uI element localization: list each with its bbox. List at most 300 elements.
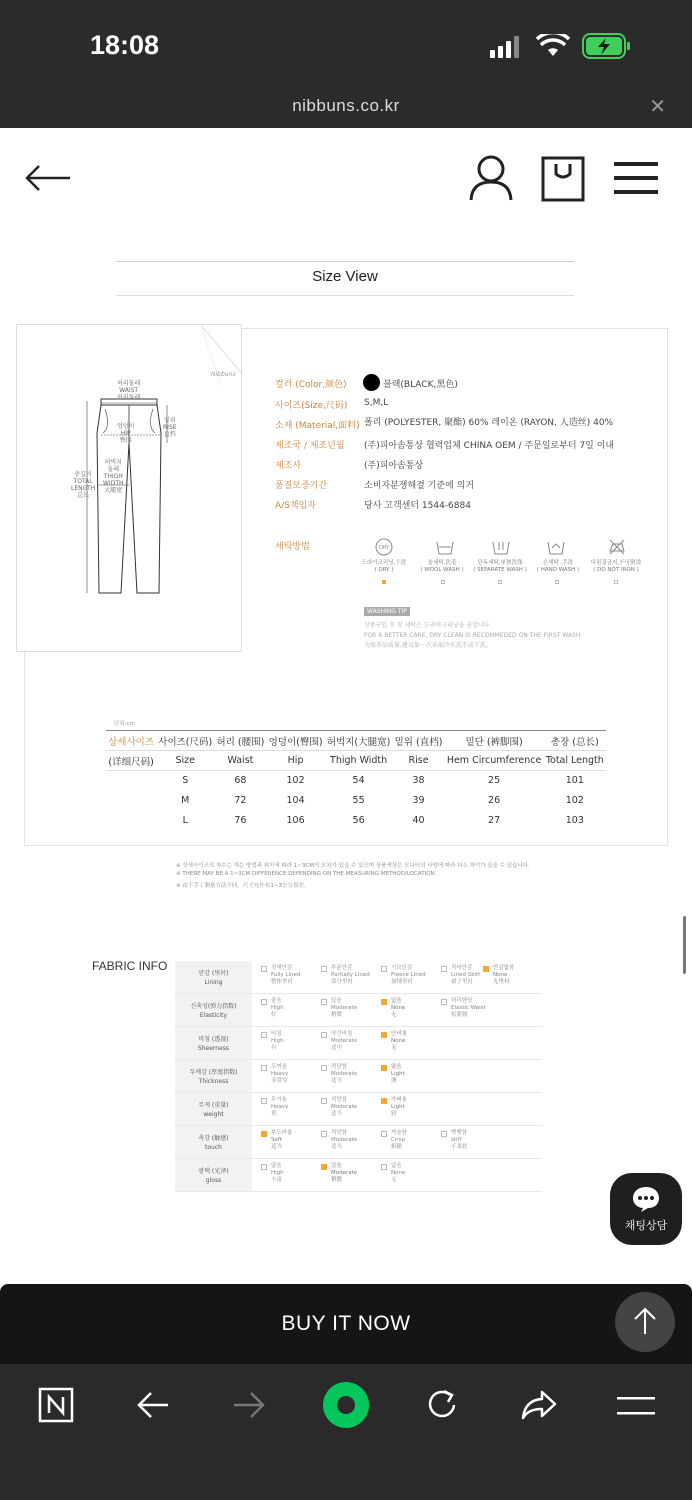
label-total-length bbox=[71, 471, 95, 499]
table-cell: 101 bbox=[565, 775, 584, 787]
table-cell: 40 bbox=[412, 815, 425, 826]
option-line: 无 bbox=[391, 1177, 397, 1183]
checkbox-icon bbox=[381, 1032, 387, 1038]
table-header-cell: Thigh Width bbox=[330, 755, 388, 766]
label-line: Lining bbox=[204, 979, 223, 986]
home-indicator bbox=[0, 1484, 692, 1500]
option-line: 稍微 bbox=[331, 1177, 343, 1183]
label-line: 直档 bbox=[163, 431, 176, 438]
option-line: Partially Lined bbox=[331, 972, 370, 978]
table-row bbox=[106, 771, 606, 791]
scroll-to-top-button[interactable] bbox=[615, 1292, 675, 1352]
scrollbar[interactable] bbox=[683, 916, 686, 974]
table-header-cell: Hip bbox=[287, 755, 304, 766]
wash-text: ( HAND WASH ) bbox=[536, 567, 580, 573]
label-line: Thickness bbox=[198, 1078, 229, 1085]
checkbox-icon bbox=[261, 1131, 267, 1137]
label-line: gloss bbox=[205, 1177, 222, 1184]
option-line: High bbox=[271, 1170, 284, 1176]
refresh-icon[interactable] bbox=[424, 1387, 460, 1423]
checkbox-icon bbox=[381, 1164, 387, 1170]
wash-check-off bbox=[498, 580, 502, 584]
fabric-option-selected bbox=[261, 1130, 325, 1151]
option-line: Heavy bbox=[271, 1071, 289, 1077]
table-header-cell: Hem Circumference bbox=[446, 755, 542, 766]
option-line: 无 bbox=[391, 1045, 397, 1051]
wash-text: ( DRY ) bbox=[374, 567, 394, 573]
arrow-up-icon bbox=[633, 1306, 657, 1336]
wash-check-off bbox=[614, 580, 618, 584]
fabric-option bbox=[321, 1031, 385, 1052]
option-line: 허리밴딩 bbox=[451, 998, 473, 1004]
label-line: TOTAL bbox=[73, 478, 93, 485]
option-line: Elastic Waist bbox=[451, 1005, 486, 1011]
option-line: 适当 bbox=[331, 1144, 343, 1150]
browser-bottom-nav bbox=[0, 1364, 692, 1500]
option-line: 적당함 bbox=[331, 1064, 347, 1070]
url-text[interactable]: nibbuns.co.kr bbox=[292, 96, 400, 115]
table-header-cell: Waist bbox=[227, 755, 254, 766]
green-dot-icon[interactable] bbox=[322, 1381, 370, 1429]
option-line: 없음 bbox=[391, 1163, 402, 1169]
spec-value-color: 블랙(BLACK,黑色) bbox=[383, 380, 458, 390]
checkbox-icon bbox=[381, 966, 387, 972]
label-line: 신축성(弹力指数) bbox=[190, 1003, 237, 1010]
label-line: 무게 (重量) bbox=[198, 1102, 229, 1109]
option-line: Moderate bbox=[331, 1170, 358, 1176]
status-bar bbox=[0, 0, 692, 86]
label-line: weight bbox=[203, 1111, 224, 1118]
url-bar[interactable] bbox=[0, 86, 692, 128]
spec-value-material: 폴리 (POLYESTER, 聚酯) 60% 레이온 (RAYON, 人造丝) 40% bbox=[364, 418, 614, 428]
spec-label-warranty: 품질보증기간 bbox=[275, 481, 328, 491]
fabric-option bbox=[321, 1064, 385, 1085]
battery-charging-icon bbox=[582, 33, 632, 59]
checkbox-icon bbox=[321, 1032, 327, 1038]
option-line: None bbox=[391, 1038, 406, 1044]
option-line: 뻣뻣함 bbox=[451, 1130, 467, 1136]
table-cell: M bbox=[181, 795, 190, 806]
option-line: 가벼움 bbox=[391, 1097, 407, 1103]
table-cell: 38 bbox=[412, 775, 425, 787]
fabric-row bbox=[175, 1060, 542, 1093]
share-icon[interactable] bbox=[520, 1389, 558, 1421]
label-line: touch bbox=[205, 1144, 222, 1151]
table-header-cell: Total Length bbox=[545, 755, 604, 766]
checkbox-icon bbox=[381, 1098, 387, 1104]
option-line: 무거움 bbox=[271, 1097, 287, 1103]
option-line: 많음 bbox=[271, 1163, 282, 1169]
option-line: 稍微 bbox=[331, 1012, 343, 1018]
fabric-option bbox=[261, 965, 325, 986]
checkbox-icon bbox=[261, 966, 267, 972]
option-line: 部分里衬 bbox=[331, 979, 354, 985]
table-cell: 68 bbox=[234, 775, 247, 787]
shopping-bag-icon[interactable] bbox=[541, 156, 585, 202]
fabric-row-label bbox=[175, 994, 252, 1026]
wool-wash-icon bbox=[435, 538, 455, 556]
wash-text: ( WOOL WASH ) bbox=[420, 567, 464, 573]
chat-bubble-icon bbox=[631, 1185, 661, 1213]
size-note: ※ 상세사이즈의 차수는 재는 방법과 위치에 따라 1~3CM의 오차가 있을 수 있으며 상품색상은 모니터의 사양에 따라 다소 차이가 있을 수 있습니다. bbox=[176, 863, 530, 869]
label-hip bbox=[117, 423, 134, 444]
spec-value-manufacturer: (주)피아솜통상 bbox=[364, 461, 424, 471]
size-unit: 단위:cm bbox=[114, 721, 135, 727]
option-line: 重 bbox=[271, 1111, 277, 1117]
option-line: 裙子里衬 bbox=[451, 979, 474, 985]
option-line: 약간비침 bbox=[331, 1031, 353, 1037]
table-cell: S bbox=[182, 775, 189, 787]
no-iron-icon bbox=[607, 536, 627, 556]
size-note: ※ THERE MAY BE A 1~3CM DIFFERENCE DEPENDING ON THE MEASURING METHOD/LOCATION. bbox=[176, 871, 437, 877]
checkbox-icon bbox=[441, 966, 447, 972]
table-cell bbox=[106, 771, 156, 791]
option-line: None bbox=[391, 1170, 406, 1176]
option-line: stiff bbox=[451, 1137, 462, 1143]
option-line: 适当 bbox=[331, 1111, 343, 1117]
checkbox-icon bbox=[381, 1065, 387, 1071]
option-line: None bbox=[391, 1005, 406, 1011]
checkbox-icon bbox=[261, 1164, 267, 1170]
table-cell bbox=[106, 811, 156, 831]
wash-text: 단독세탁,单独洗涤 bbox=[477, 560, 523, 566]
fabric-option bbox=[381, 965, 445, 986]
wash-item-separate bbox=[470, 560, 530, 574]
size-table bbox=[106, 730, 606, 831]
label-line: RISE bbox=[163, 424, 177, 431]
table-header-cell: 허리 (腰围) bbox=[216, 736, 265, 748]
checkbox-icon bbox=[321, 1131, 327, 1137]
option-line: 松紧腰 bbox=[451, 1012, 468, 1018]
label-line: WIDTH bbox=[103, 480, 124, 487]
fabric-row bbox=[175, 1159, 542, 1192]
table-header-cell: 총장 (总长) bbox=[550, 736, 599, 748]
table-cell: L bbox=[182, 815, 188, 826]
chat-consult-button[interactable] bbox=[610, 1173, 682, 1245]
wash-text: ( SEPARATE WASH ) bbox=[473, 567, 527, 573]
buy-now-button[interactable] bbox=[0, 1284, 692, 1364]
table-row bbox=[106, 811, 606, 831]
fabric-row-label bbox=[175, 1126, 252, 1158]
spec-label-size: 사이즈(Size,尺码) bbox=[275, 401, 348, 411]
size-note: ※ 由于手工测量方法不同，尺寸允许有1~3公分误差。 bbox=[176, 883, 310, 889]
fabric-row-label bbox=[175, 1159, 252, 1191]
checkbox-icon bbox=[321, 1164, 327, 1170]
fabric-option bbox=[321, 1097, 385, 1118]
option-line: Light bbox=[391, 1104, 405, 1110]
label-line: Sheerness bbox=[197, 1045, 230, 1052]
fabric-option-selected bbox=[321, 1163, 385, 1184]
wash-check-off bbox=[555, 580, 559, 584]
table-cell: 27 bbox=[488, 815, 501, 826]
table-cell: 54 bbox=[352, 775, 365, 787]
spec-label-material: 소재 (Material,面料) bbox=[275, 421, 360, 431]
forward-icon bbox=[232, 1389, 266, 1421]
fabric-option-selected bbox=[381, 1064, 445, 1085]
option-line: High bbox=[271, 1038, 284, 1044]
checkbox-icon bbox=[261, 1098, 267, 1104]
table-header-row bbox=[106, 751, 606, 771]
option-line: 좋음 bbox=[271, 998, 282, 1004]
table-header-row bbox=[106, 731, 606, 751]
checkbox-icon bbox=[381, 1131, 387, 1137]
tip-line: 상품구입 후 첫 세탁은 드라이크리닝을 권합니다. bbox=[364, 622, 492, 629]
option-line: 전체안감 bbox=[271, 965, 293, 971]
label-line: 엉덩이 bbox=[117, 423, 135, 430]
option-line: Fleece Lined bbox=[391, 972, 426, 978]
fabric-row bbox=[175, 1126, 542, 1159]
naver-home-icon[interactable] bbox=[38, 1387, 74, 1423]
fabric-row-label bbox=[175, 1060, 252, 1092]
option-line: 있음 bbox=[331, 1163, 342, 1169]
checkbox-icon bbox=[321, 966, 327, 972]
table-header-cell: 밑단 (裤脚围) bbox=[465, 736, 523, 748]
option-line: 치마안감 bbox=[451, 965, 473, 971]
label-waist bbox=[117, 380, 140, 401]
option-line: 粗糙 bbox=[391, 1144, 403, 1150]
table-cell: 55 bbox=[352, 795, 365, 806]
label-line: Elasticity bbox=[199, 1012, 228, 1019]
label-line: 안감 (里衬) bbox=[198, 970, 229, 977]
checkbox-icon bbox=[321, 1098, 327, 1104]
wash-text: 드라이크리닝,干洗 bbox=[361, 560, 407, 566]
option-line: Moderate bbox=[331, 1038, 358, 1044]
label-line: LENGTH bbox=[71, 485, 96, 492]
option-line: Moderate bbox=[331, 1137, 358, 1143]
wash-text: 울세탁,洗毛 bbox=[427, 560, 457, 566]
table-cell: 76 bbox=[234, 815, 247, 826]
label-line: HIP bbox=[120, 430, 131, 437]
fabric-info-table bbox=[175, 961, 542, 1192]
fabric-option bbox=[321, 998, 385, 1019]
option-line: 적당함 bbox=[331, 1097, 347, 1103]
fabric-option bbox=[261, 1064, 325, 1085]
divider bbox=[116, 295, 574, 296]
table-cell: 25 bbox=[488, 775, 501, 787]
spec-label-manufacturer: 제조사 bbox=[275, 461, 302, 471]
option-line: 不柔软 bbox=[451, 1144, 468, 1150]
fabric-row bbox=[175, 961, 542, 994]
label-thigh bbox=[103, 459, 124, 494]
table-header-cell: (详细尺码) bbox=[108, 756, 154, 768]
spec-value-as: 당사 고객센터 1544-6884 bbox=[364, 501, 471, 511]
option-line: Moderate bbox=[331, 1071, 358, 1077]
table-header-cell: Rise bbox=[408, 755, 429, 766]
fabric-option bbox=[381, 1163, 445, 1184]
option-line: 加绒里衬 bbox=[391, 979, 414, 985]
fabric-row bbox=[175, 1027, 542, 1060]
wash-label: 세탁방법 bbox=[275, 542, 310, 552]
option-line: Soft bbox=[271, 1137, 282, 1143]
fabric-info-title: FABRIC INFO bbox=[92, 959, 168, 973]
option-line: 轻 bbox=[391, 1111, 397, 1117]
label-line: THIGH bbox=[103, 473, 123, 480]
option-line: Moderate bbox=[331, 1005, 358, 1011]
wash-item-hand bbox=[528, 560, 588, 574]
washing-tip-badge: WASHING TIP bbox=[364, 607, 410, 616]
table-cell: 56 bbox=[352, 815, 365, 826]
label-line: 허벅지 bbox=[104, 459, 122, 466]
option-line: 있음 bbox=[331, 998, 342, 1004]
table-header-cell: 허벅지(大腿宽) bbox=[326, 736, 391, 748]
option-line: 非常厚 bbox=[271, 1078, 288, 1084]
wash-item-dry bbox=[354, 560, 414, 574]
option-line: 适当 bbox=[331, 1078, 343, 1084]
option-line: 부드러움 bbox=[271, 1130, 293, 1136]
wash-check-off bbox=[441, 580, 445, 584]
option-line: 안비침 bbox=[391, 1031, 407, 1037]
site-header bbox=[0, 128, 692, 232]
wash-text: 다림질금지,不可熨烫 bbox=[590, 560, 642, 566]
back-arrow-icon[interactable] bbox=[24, 164, 72, 192]
divider bbox=[116, 261, 574, 262]
option-line: 整体里衬 bbox=[271, 979, 294, 985]
label-line: 총길이 bbox=[74, 471, 92, 478]
fabric-option bbox=[381, 1130, 445, 1151]
buy-now-label: BUY IT NOW bbox=[281, 1312, 411, 1335]
option-line: 부분안감 bbox=[331, 965, 353, 971]
option-line: 안감없음 bbox=[493, 965, 515, 971]
table-cell: 72 bbox=[234, 795, 247, 806]
wash-item-no-iron bbox=[586, 560, 646, 574]
spec-value-origin: (주)피아솜통상 협력업체 CHINA OEM / 주문일로부터 7일 이내 bbox=[364, 441, 615, 451]
label-line: 臀围 bbox=[119, 437, 132, 444]
table-cell: 102 bbox=[286, 775, 305, 787]
option-line: 薄 bbox=[391, 1078, 397, 1084]
menu-icon[interactable] bbox=[617, 1394, 655, 1418]
option-line: None bbox=[493, 972, 508, 978]
table-cell: 39 bbox=[412, 795, 425, 806]
section-title: Size View bbox=[312, 268, 378, 285]
option-line: 두꺼움 bbox=[271, 1064, 287, 1070]
option-line: 有 bbox=[271, 1045, 277, 1051]
label-line: 허리둘레 bbox=[117, 394, 141, 401]
fabric-row bbox=[175, 1093, 542, 1126]
label-line: 밑위 bbox=[163, 417, 176, 424]
option-line: 适中 bbox=[331, 1045, 343, 1051]
diagram-brand: Nibbuns bbox=[211, 371, 236, 378]
label-line: 둘레 bbox=[107, 466, 120, 473]
label-line: 촉감 (触感) bbox=[198, 1135, 229, 1142]
label-line: 总长 bbox=[77, 492, 90, 499]
checkbox-icon bbox=[261, 1032, 267, 1038]
dry-clean-icon bbox=[374, 538, 394, 556]
measure-lines bbox=[17, 325, 243, 653]
fabric-option bbox=[441, 998, 505, 1019]
option-line: Fully Lined bbox=[271, 972, 301, 978]
signal-icon bbox=[490, 36, 520, 58]
hand-wash-icon bbox=[546, 538, 566, 556]
option-line: 얇음 bbox=[391, 1064, 402, 1070]
label-line: 大腿宽 bbox=[104, 487, 123, 494]
fabric-option bbox=[261, 998, 325, 1019]
spec-label-as: A/S책임자 bbox=[275, 501, 316, 511]
label-line: 비침 (透视) bbox=[198, 1036, 229, 1043]
table-row bbox=[106, 791, 606, 811]
option-line: 비침 bbox=[271, 1031, 282, 1037]
fabric-row bbox=[175, 994, 542, 1027]
spec-label-color: 컬러 (Color,颜色) bbox=[275, 380, 347, 390]
table-header-cell: 상세사이즈 bbox=[108, 736, 155, 748]
wash-check-on bbox=[382, 580, 386, 584]
checkbox-icon bbox=[321, 1065, 327, 1071]
option-line: 好 bbox=[271, 1012, 277, 1018]
table-cell: 26 bbox=[488, 795, 501, 806]
wifi-icon bbox=[536, 34, 570, 58]
option-line: 까슬함 bbox=[391, 1130, 407, 1136]
back-icon[interactable] bbox=[136, 1389, 170, 1421]
fabric-option bbox=[261, 1031, 325, 1052]
tip-line: FOR A BETTER CARE, DRY CLEAN IS RECOMMEDED ON THE FIRST WASH bbox=[364, 632, 581, 639]
spec-value-warranty: 소비자분쟁해결 기준에 의거 bbox=[364, 481, 475, 491]
fabric-option bbox=[321, 1130, 385, 1151]
option-line: High bbox=[271, 1005, 284, 1011]
option-line: 适当 bbox=[271, 1144, 283, 1150]
checkbox-icon bbox=[381, 999, 387, 1005]
label-line: WAIST bbox=[119, 387, 139, 394]
label-line: 두께감 (厚度指数) bbox=[189, 1069, 238, 1076]
status-time: 18:08 bbox=[90, 30, 160, 60]
fabric-row-label bbox=[175, 1027, 252, 1059]
fabric-option bbox=[261, 1097, 325, 1118]
table-header-cell: 사이즈(尺码) bbox=[158, 736, 213, 748]
washing-tip-text bbox=[364, 621, 580, 651]
checkbox-icon bbox=[321, 999, 327, 1005]
svg-text:DRY: DRY bbox=[378, 545, 390, 551]
option-line: Lined Skirt bbox=[451, 972, 481, 978]
option-line: Light bbox=[391, 1071, 405, 1077]
table-cell: 102 bbox=[565, 795, 584, 806]
menu-icon[interactable] bbox=[614, 160, 658, 196]
fabric-option-selected bbox=[381, 1031, 445, 1052]
fabric-option-selected bbox=[483, 965, 547, 986]
checkbox-icon bbox=[261, 1065, 267, 1071]
label-rise bbox=[163, 417, 177, 438]
option-line: Crisp bbox=[391, 1137, 405, 1143]
option-line: Heavy bbox=[271, 1104, 289, 1110]
checkbox-icon bbox=[441, 1131, 447, 1137]
color-swatch bbox=[363, 374, 380, 391]
table-header-cell: Size bbox=[175, 755, 196, 766]
fabric-option bbox=[441, 1130, 505, 1151]
table-cell: 103 bbox=[565, 815, 584, 826]
separate-wash-icon bbox=[491, 538, 511, 556]
checkbox-icon bbox=[261, 999, 267, 1005]
table-cell bbox=[106, 791, 156, 811]
spec-label-origin: 제조국 / 제조년월 bbox=[275, 441, 345, 451]
user-icon[interactable] bbox=[468, 154, 514, 202]
fabric-option bbox=[321, 965, 385, 986]
option-line: 无里衬 bbox=[493, 979, 510, 985]
table-header-cell: 엉덩이(臀围) bbox=[268, 736, 323, 748]
option-line: 기모안감 bbox=[391, 965, 413, 971]
checkbox-icon bbox=[483, 966, 489, 972]
label-line: 허리둘레 bbox=[117, 380, 141, 387]
checkbox-icon bbox=[441, 999, 447, 1005]
table-cell: 104 bbox=[286, 795, 305, 806]
option-line: Moderate bbox=[331, 1104, 358, 1110]
option-line: 없음 bbox=[391, 998, 402, 1004]
option-line: 丰富 bbox=[271, 1177, 283, 1183]
label-line: 광택 (光泽) bbox=[198, 1168, 229, 1175]
close-icon[interactable]: ✕ bbox=[649, 94, 666, 118]
tip-line: 为保养品质量,建议第一次采取冷水洗手或干洗。 bbox=[364, 642, 492, 649]
fabric-row-label bbox=[175, 961, 252, 993]
option-line: 无 bbox=[391, 1012, 397, 1018]
pants-diagram bbox=[16, 324, 242, 652]
table-cell: 106 bbox=[286, 815, 305, 826]
wash-item-wool bbox=[412, 560, 472, 574]
